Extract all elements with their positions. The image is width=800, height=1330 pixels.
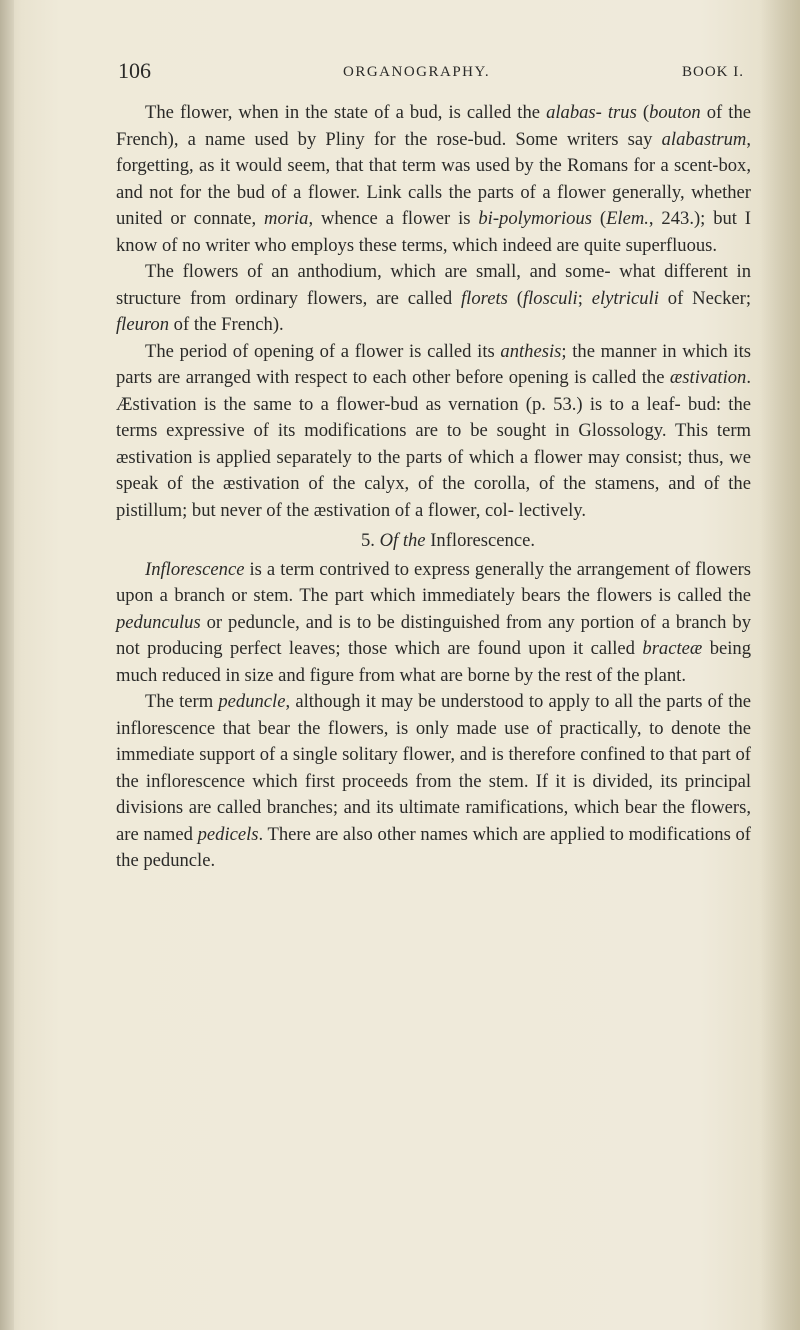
paragraph-alabastrus: The flower, when in the state of a bud, is called the alabas- trus (bouton of the French), a name used by Pliny for the rose-bud. Some writers say alabastrum, forgetting, as it would seem, that that term was used by the Romans for a scent-box, and not for the bud of a flower. Link calls the parts of a flower generally, whether united or connate, moria, whence a flower is bi-polymorious (Elem., 243.); but I know of no writer who employs these terms, which indeed are quite superfluous. (116, 102, 752, 256)
page-header (118, 58, 750, 88)
body-text (116, 100, 751, 875)
section-heading: 5. Of the Inflorescence. (360, 530, 535, 551)
page-gutter (0, 0, 14, 1330)
paragraph-peduncle: The term peduncle, although it may be understood to apply to all the parts of the inflorescence that bear the flowers, is only made use of practically, to denote the immediate support of a single solitary flower, and is therefore confined to that part of the inflorescence which first proceeds from the stem. If it is divided, its principal divisions are called branches; and its ultimate ramifications, which bear the flowers, are named pedicels. There are also other names which are applied to modifications of the peduncle. (116, 691, 751, 871)
running-head: ORGANOGRAPHY. (343, 64, 491, 80)
book-label: BOOK I. (682, 64, 744, 80)
paragraph-aestivation: The period of opening of a flower is called its anthesis; the manner in which its parts are arranged with respect to each other before opening is called the æstivation. Æstivation is the same to a flower-bud as vernation (p. 53.) is to a leaf- bud: the terms expressive of its modifications are to be sought in Glossology. This term æstivation is applied separately to the parts of which a flower may consist; thus, we speak of the æstivation of the calyx, of the corolla, of the stamens, and of the pistillum; but never of the æstivation of a flower, col- lectively. (116, 340, 751, 521)
paragraph-florets: The flowers of an anthodium, which are small, and some- what different in structure from ordinary flowers, are called florets (flosculi; elytriculi of Necker; fleuron of the French). (116, 261, 751, 335)
paragraph-inflorescence: Inflorescence is a term contrived to express generally the arrangement of flowers upon a branch or stem. The part which immediately bears the flowers is called the pedunculus or peduncle, and is to be distinguished from any portion of a branch by not producing perfect leaves; those which are found upon it called bracteæ being much reduced in size and figure from what are borne by the rest of the plant. (116, 558, 751, 686)
page-edge-shadow (760, 0, 800, 1330)
page-number: 106 (118, 58, 151, 83)
